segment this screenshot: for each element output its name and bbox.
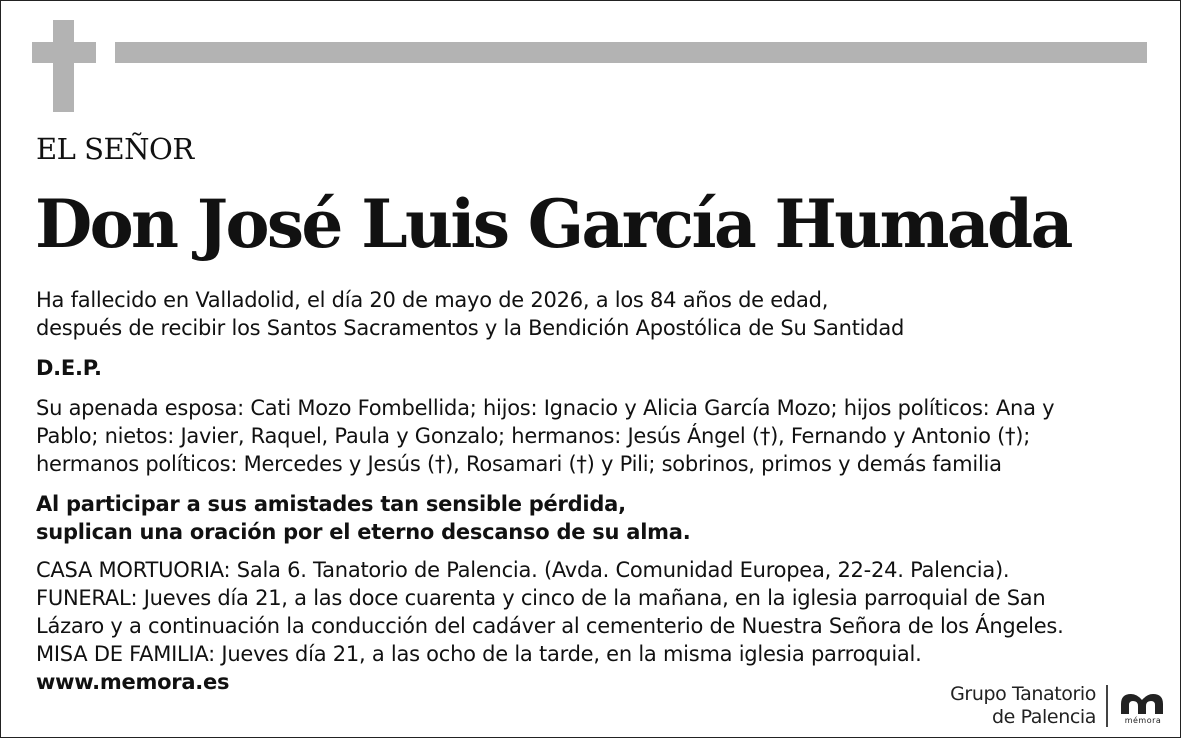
dep-text: D.E.P. [36,356,102,380]
dep-label [36,354,1146,382]
cross-icon-bar [32,42,96,63]
header-rule [115,42,1147,63]
website-link[interactable]: www.memora.es [36,670,230,694]
family-line: Pablo; nietos: Javier, Raquel, Paula y Gonzalo; hermanos: Jesús Ángel (†), Fernando y Antonio (†); [36,424,1031,448]
intro-line: Ha fallecido en Valladolid, el día 20 de mayo de 2026, a los 84 años de edad, [36,288,829,312]
family-text [36,394,1146,478]
logo-divider [1106,685,1108,727]
logo-line1: Grupo Tanatorio [950,683,1096,705]
logo-brand: mémora [1124,716,1162,725]
request-text [36,490,1146,546]
request-line: suplican una oración por el eterno descanso de su alma. [36,520,691,544]
details-line: CASA MORTUORIA: Sala 6. Tanatorio de Palencia. (Avda. Comunidad Europea, 22-24. Palencia). [36,558,1010,582]
family-line: Su apenada esposa: Cati Mozo Fombellida; hijos: Ignacio y Alicia García Mozo; hijos políticos: Ana y [36,396,1055,420]
details-line: FUNERAL: Jueves día 21, a las doce cuarenta y cinco de la mañana, en la iglesia parroquial de San [36,586,1046,610]
intro-text [36,286,1146,342]
details-line: Lázaro y a continuación la conducción del cadáver al cementerio de Nuestra Señora de los Ángeles. [36,614,1064,638]
details-line: MISA DE FAMILIA: Jueves día 21, a las ocho de la tarde, en la misma iglesia parroquial. [36,642,922,666]
logo-line2: de Palencia [991,706,1096,728]
request-line: Al participar a sus amistades tan sensible pérdida, [36,492,626,516]
family-line: hermanos políticos: Mercedes y Jesús (†), Rosamari (†) y Pili; sobrinos, primos y demás familia [36,452,1002,476]
title-small: EL SEÑOR [36,132,194,166]
details-text [36,556,1146,696]
deceased-name: Don José Luis García Humada [35,185,1071,263]
funeral-home-logo-text [950,683,1096,729]
cross-icon [53,20,74,112]
intro-line: después de recibir los Santos Sacramentos y la Bendición Apostólica de Su Santidad [36,316,905,340]
memora-logo-icon [1117,688,1167,732]
